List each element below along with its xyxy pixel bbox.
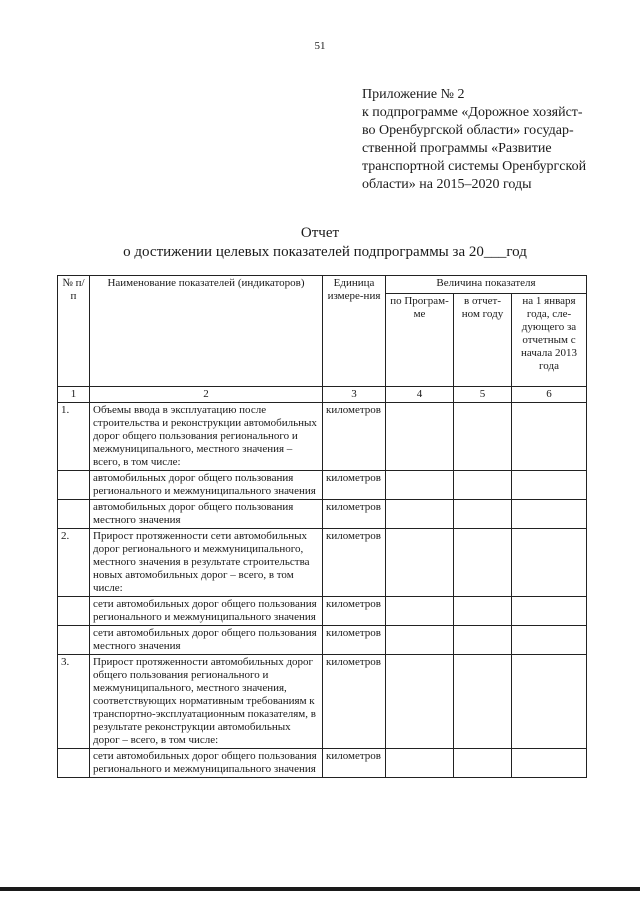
value-jan1-cell xyxy=(512,471,587,500)
appendix-line: во Оренбургской области» государ- xyxy=(362,123,574,138)
appendix-note xyxy=(362,86,612,194)
table-row xyxy=(58,471,587,500)
column-numbers-row xyxy=(58,387,587,403)
value-jan1-cell xyxy=(512,749,587,778)
indicators-table xyxy=(57,275,587,778)
table-row xyxy=(58,749,587,778)
appendix-line: транспортной системы Оренбургской xyxy=(362,159,587,174)
indicator-name: сети автомобильных дорог общего пользования местного значения xyxy=(90,626,323,655)
header-plan: по Програм-ме xyxy=(386,294,454,387)
appendix-line: области» на 2015–2020 годы xyxy=(362,177,532,192)
value-jan1-cell xyxy=(512,403,587,471)
report-title: Отчет xyxy=(300,225,340,241)
value-reporting-cell xyxy=(454,529,512,597)
header-reporting-year: в отчет-ном году xyxy=(454,294,512,387)
indicator-name: автомобильных дорог общего пользования местного значения xyxy=(90,500,323,529)
value-reporting-cell xyxy=(454,403,512,471)
indicator-name: сети автомобильных дорог общего пользования регионального и межмуниципального значения xyxy=(90,749,323,778)
row-number xyxy=(58,749,90,778)
value-reporting-cell xyxy=(454,597,512,626)
report-subtitle: о достижении целевых показателей подпрограммы за 20___год xyxy=(123,244,527,260)
table-row xyxy=(58,626,587,655)
value-plan-cell xyxy=(386,749,454,778)
value-plan-cell xyxy=(386,471,454,500)
indicator-unit: километров xyxy=(323,471,386,500)
indicator-unit: километров xyxy=(323,403,386,471)
appendix-line: Приложение № 2 xyxy=(362,87,465,102)
indicator-unit: километров xyxy=(323,749,386,778)
row-number xyxy=(58,500,90,529)
indicator-unit: километров xyxy=(323,597,386,626)
value-plan-cell xyxy=(386,597,454,626)
table-row xyxy=(58,655,587,749)
indicator-name: автомобильных дорог общего пользования регионального и межмуниципального значения xyxy=(90,471,323,500)
value-reporting-cell xyxy=(454,749,512,778)
indicator-unit: километров xyxy=(323,529,386,597)
indicator-unit: километров xyxy=(323,626,386,655)
header-num: № п/п xyxy=(58,276,90,387)
value-jan1-cell xyxy=(512,626,587,655)
value-plan-cell xyxy=(386,529,454,597)
value-reporting-cell xyxy=(454,471,512,500)
value-plan-cell xyxy=(386,500,454,529)
appendix-line: к подпрограмме «Дорожное хозяйст- xyxy=(362,105,583,120)
column-number: 2 xyxy=(90,387,323,403)
column-number: 1 xyxy=(58,387,90,403)
header-jan1: на 1 января года, сле-дующего за отчетным с начала 2013 года xyxy=(512,294,587,387)
value-reporting-cell xyxy=(454,655,512,749)
row-number xyxy=(58,626,90,655)
page-number: 51 xyxy=(314,40,326,52)
column-number: 3 xyxy=(323,387,386,403)
indicator-unit: километров xyxy=(323,500,386,529)
indicator-name: Объемы ввода в эксплуатацию после строительства и реконструкции автомобильных дорог общего пользования регионального и межмуниципального, местного значения – всего, в том числе: xyxy=(90,403,323,471)
value-jan1-cell xyxy=(512,529,587,597)
row-number: 2. xyxy=(58,529,90,597)
bottom-rule xyxy=(0,887,640,891)
value-jan1-cell xyxy=(512,597,587,626)
table-row xyxy=(58,403,587,471)
row-number xyxy=(58,597,90,626)
indicator-unit: километров xyxy=(323,655,386,749)
indicator-name: Прирост протяженности сети автомобильных дорог регионального и межмуниципального, местного значения в результате строительства новых автомобильных дорог – всего, в том числе: xyxy=(90,529,323,597)
header-values-group: Величина показателя xyxy=(386,276,587,294)
value-reporting-cell xyxy=(454,500,512,529)
row-number xyxy=(58,471,90,500)
row-number: 3. xyxy=(58,655,90,749)
column-number: 5 xyxy=(454,387,512,403)
row-number: 1. xyxy=(58,403,90,471)
value-reporting-cell xyxy=(454,626,512,655)
table-row xyxy=(58,597,587,626)
header-name: Наименование показателей (индикаторов) xyxy=(90,276,323,387)
value-plan-cell xyxy=(386,403,454,471)
table-row xyxy=(58,529,587,597)
indicator-name: Прирост протяженности автомобильных дорог общего пользования регионального и межмуниципального, местного значения, соответствующих нормативным требованиям к транспортно-эксплуатационным показателям, в результате реконструкции автомобильных дорог – всего, в том числе: xyxy=(90,655,323,749)
table-row xyxy=(58,500,587,529)
header-unit: Единица измере-ния xyxy=(323,276,386,387)
appendix-line: ственной программы «Развитие xyxy=(362,141,552,156)
column-number: 4 xyxy=(386,387,454,403)
value-jan1-cell xyxy=(512,655,587,749)
value-plan-cell xyxy=(386,626,454,655)
value-plan-cell xyxy=(386,655,454,749)
column-number: 6 xyxy=(512,387,587,403)
indicator-name: сети автомобильных дорог общего пользования регионального и межмуниципального значения xyxy=(90,597,323,626)
value-jan1-cell xyxy=(512,500,587,529)
